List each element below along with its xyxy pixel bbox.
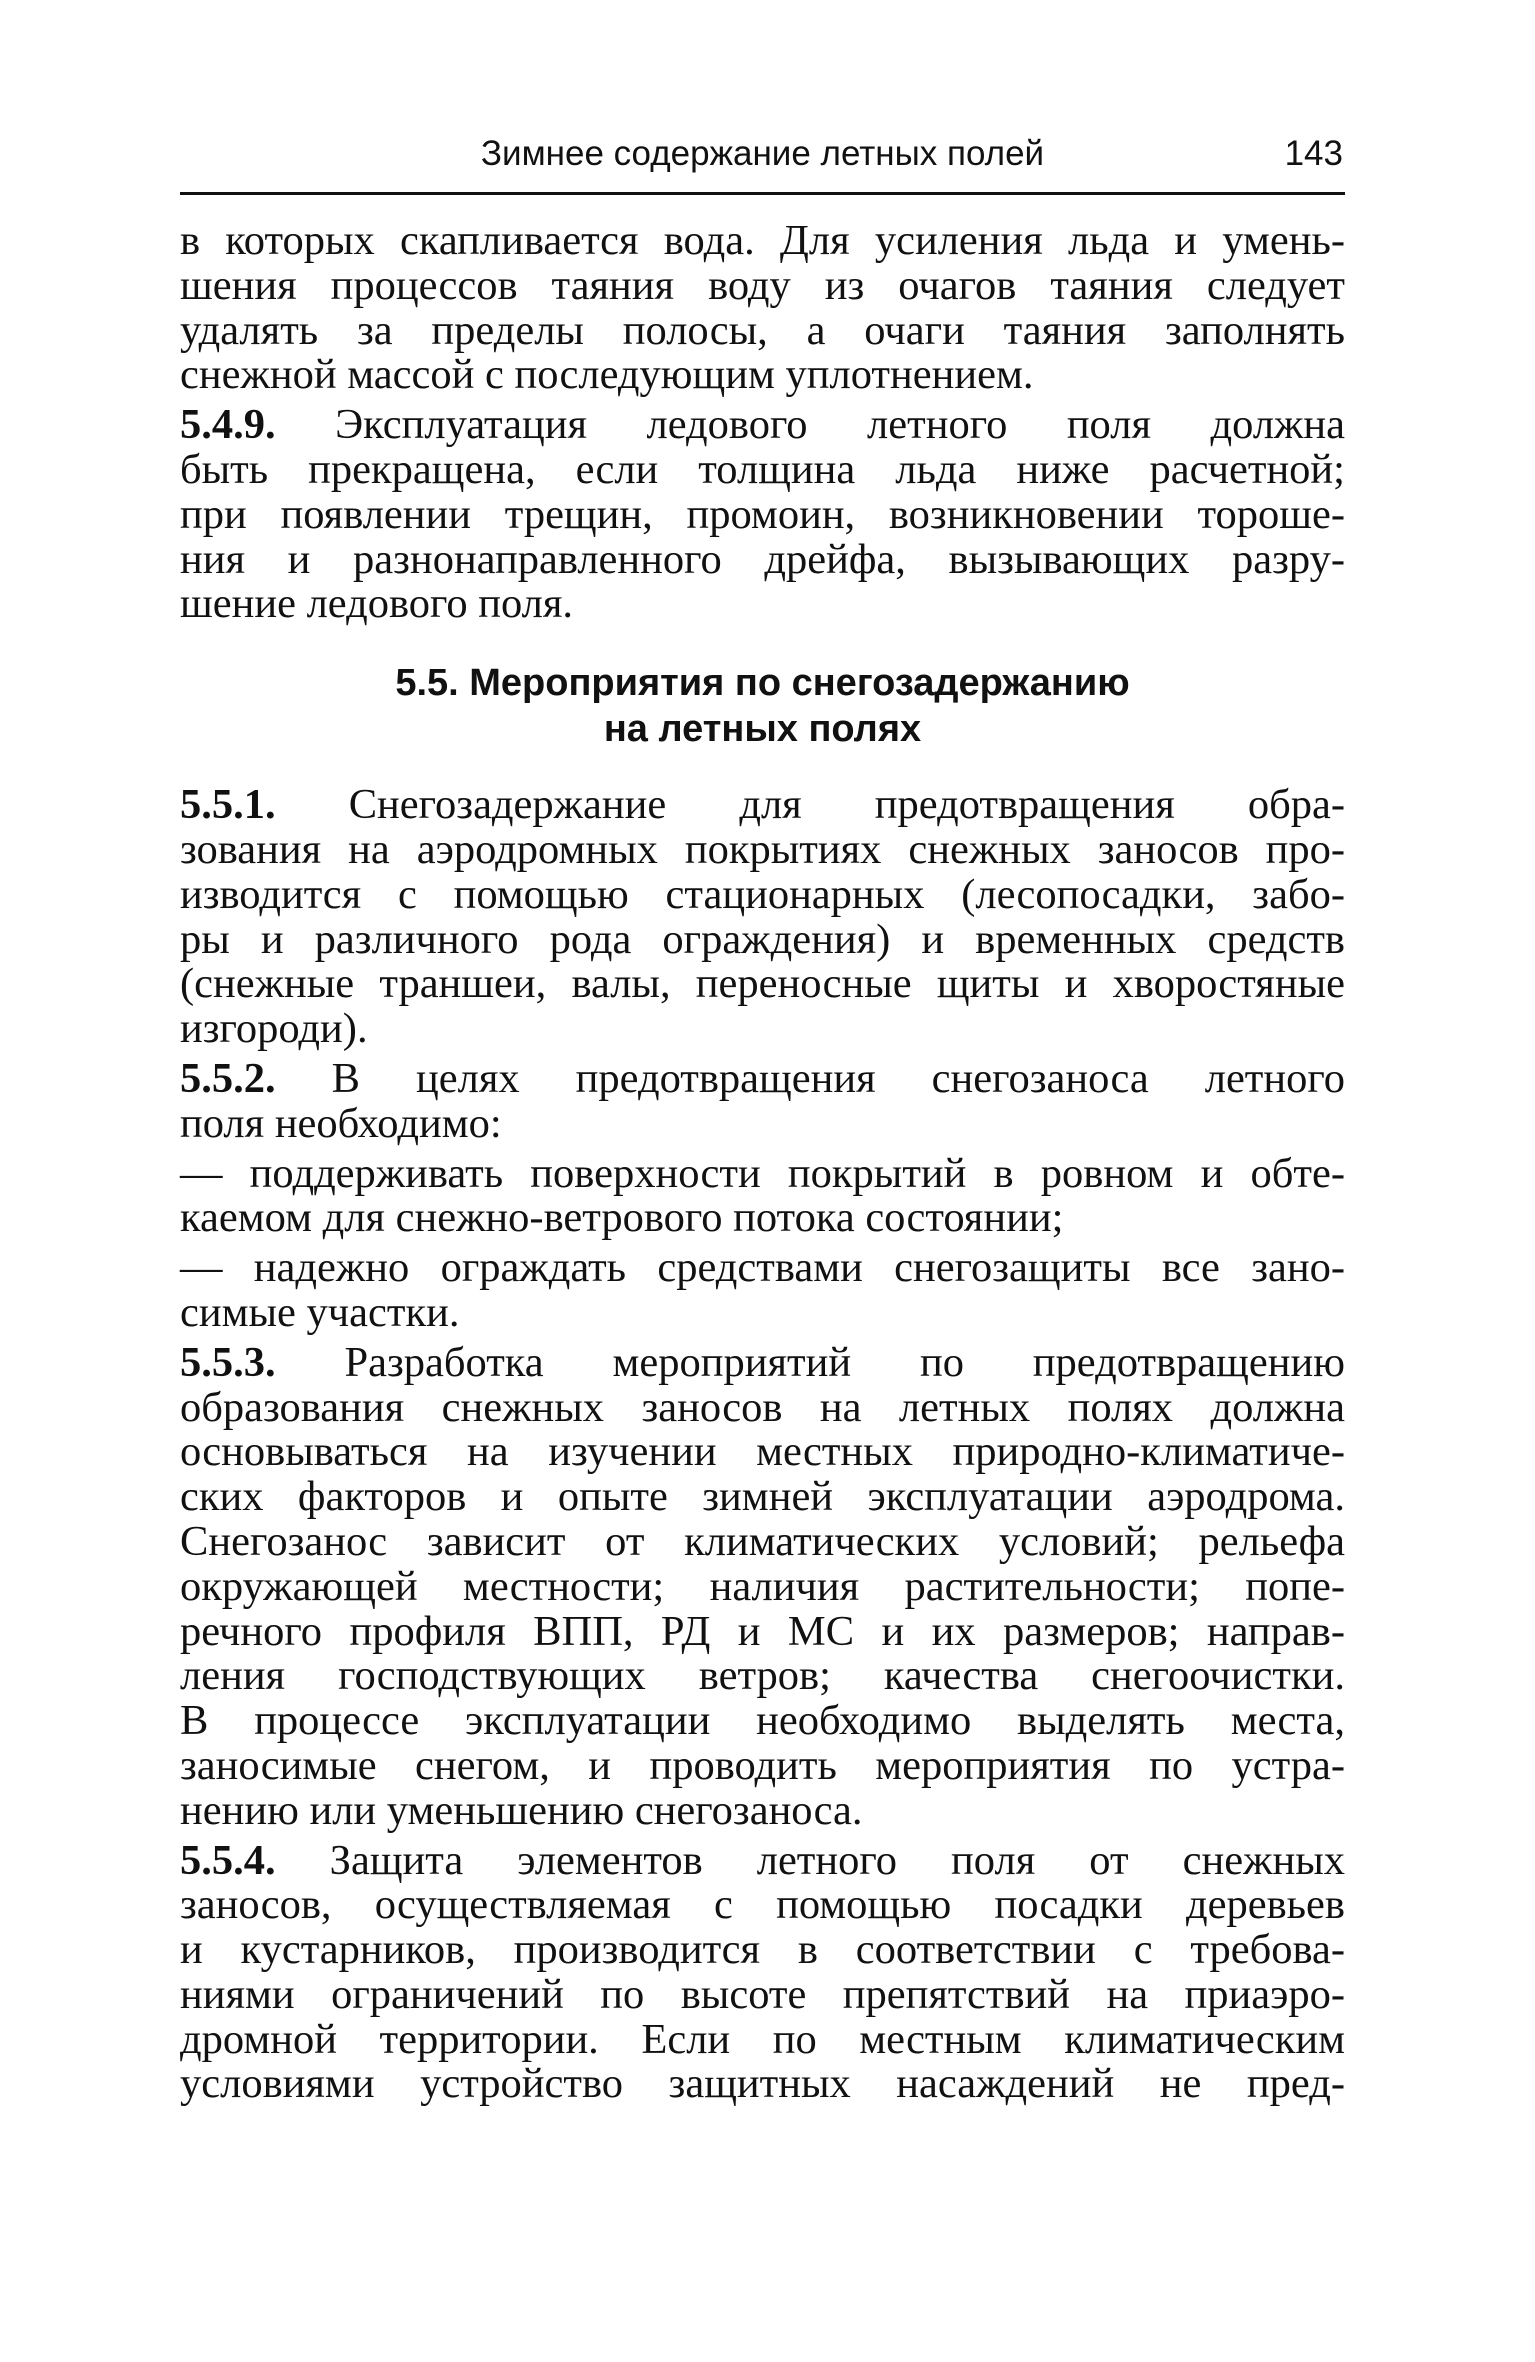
section-heading xyxy=(180,660,1345,752)
text-line xyxy=(180,1338,1345,1386)
body-text xyxy=(180,219,1345,2107)
text-fragment: Защита элементов летного поля от снежных xyxy=(275,1836,1345,1884)
text-line xyxy=(180,783,1345,828)
text-line xyxy=(180,1836,1345,1884)
text-line: поля необходимо: xyxy=(180,1099,502,1147)
text-line: ских факторов и опыте зимней эксплуатации аэродрома. xyxy=(180,1473,1345,1521)
text-line: каемом для снежно-ветрового потока состоянии; xyxy=(180,1194,1064,1242)
text-line: ления господствующих ветров; качества снегоочистки. xyxy=(180,1652,1345,1700)
text-line: зования на аэродромных покрытиях снежных заносов про- xyxy=(180,825,1345,873)
text-line: основываться на изучении местных природно-климатиче- xyxy=(180,1428,1345,1476)
text-line: изводится с помощью стационарных (лесопосадки, забо- xyxy=(180,870,1345,918)
page-number: 143 xyxy=(1284,134,1343,173)
section-heading-line: на летных полях xyxy=(603,708,922,751)
text-line: шение ледового поля. xyxy=(180,580,574,628)
paragraph-5-4-9 xyxy=(180,403,1345,627)
text-line: речного профиля ВПП, РД и МС и их размеров; направ- xyxy=(180,1607,1345,1655)
text-line: Снегозанос зависит от климатических условий; рельефа xyxy=(180,1517,1345,1565)
text-line: при появлении трещин, промоин, возникновении тороше- xyxy=(180,490,1345,538)
section-heading-line: 5.5. Мероприятия по снегозадержанию xyxy=(395,662,1130,705)
paragraph-5-5-4 xyxy=(180,1836,1345,2108)
text-line: удалять за пределы полосы, а очаги таяния заполнять xyxy=(180,306,1345,354)
text-line: симые участки. xyxy=(180,1288,460,1336)
text-line: в которых скапливается вода. Для усиления льда и умень- xyxy=(180,217,1345,264)
text-line: условиями устройство защитных насаждений не пред- xyxy=(180,2060,1345,2108)
running-head-title: Зимнее содержание летных полей xyxy=(480,134,1045,173)
text-line: быть прекращена, если толщина льда ниже расчетной; xyxy=(180,445,1345,493)
running-header xyxy=(180,130,1345,195)
dash-item-2 xyxy=(180,1246,1345,1336)
paragraph-continuation xyxy=(180,219,1345,398)
text-line: образования снежных заносов на летных полях должна xyxy=(180,1383,1345,1431)
text-line: изгороди). xyxy=(180,1005,368,1053)
text-line: ры и различного рода ограждения) и временных средств xyxy=(180,915,1345,963)
text-fragment: Снегозадержание для предотвращения обра- xyxy=(275,781,1345,829)
clause-number: 5.5.1. xyxy=(180,781,276,829)
text-line: ния и разнонаправленного дрейфа, вызывающих разру- xyxy=(180,535,1345,583)
text-fragment: Разработка мероприятий по предотвращению xyxy=(275,1338,1345,1386)
text-line: снежной массой с последующим уплотнением. xyxy=(180,351,1034,399)
clause-number: 5.5.2. xyxy=(180,1054,276,1102)
text-line: В процессе эксплуатации необходимо выделять места, xyxy=(180,1697,1345,1745)
paragraph-5-5-1 xyxy=(180,783,1345,1052)
text-line: и кустарников, производится в соответствии с требова- xyxy=(180,1926,1345,1974)
text-line: дромной территории. Если по местным климатическим xyxy=(180,2015,1345,2063)
text-line: окружающей местности; наличия растительности; попе- xyxy=(180,1562,1345,1610)
text-line: ниями ограничений по высоте препятствий на приаэро- xyxy=(180,1970,1345,2018)
text-fragment: Эксплуатация ледового летного поля должна xyxy=(275,401,1345,449)
clause-number: 5.5.3. xyxy=(180,1338,276,1386)
text-fragment: В целях предотвращения снегозаноса летного xyxy=(275,1054,1345,1102)
text-line: (снежные траншеи, валы, переносные щиты и хворостяные xyxy=(180,960,1345,1008)
clause-number: 5.4.9. xyxy=(180,401,276,449)
paragraph-5-5-2 xyxy=(180,1054,1345,1147)
text-line xyxy=(180,403,1345,448)
book-page xyxy=(180,130,1345,2112)
text-line: нению или уменьшению снегозаноса. xyxy=(180,1786,863,1834)
paragraph-5-5-3 xyxy=(180,1338,1345,1834)
text-line: заносимые снегом, и проводить мероприятия по устра- xyxy=(180,1741,1345,1789)
text-line: шения процессов таяния воду из очагов таяния следует xyxy=(180,261,1345,309)
text-line: — поддерживать поверхности покрытий в ровном и обте- xyxy=(180,1149,1345,1197)
text-line: — надежно ограждать средствами снегозащиты все зано- xyxy=(180,1244,1345,1292)
clause-number: 5.5.4. xyxy=(180,1836,276,1884)
text-line: заносов, осуществляемая с помощью посадки деревьев xyxy=(180,1881,1345,1929)
text-line xyxy=(180,1054,1345,1102)
dash-item-1 xyxy=(180,1149,1345,1242)
